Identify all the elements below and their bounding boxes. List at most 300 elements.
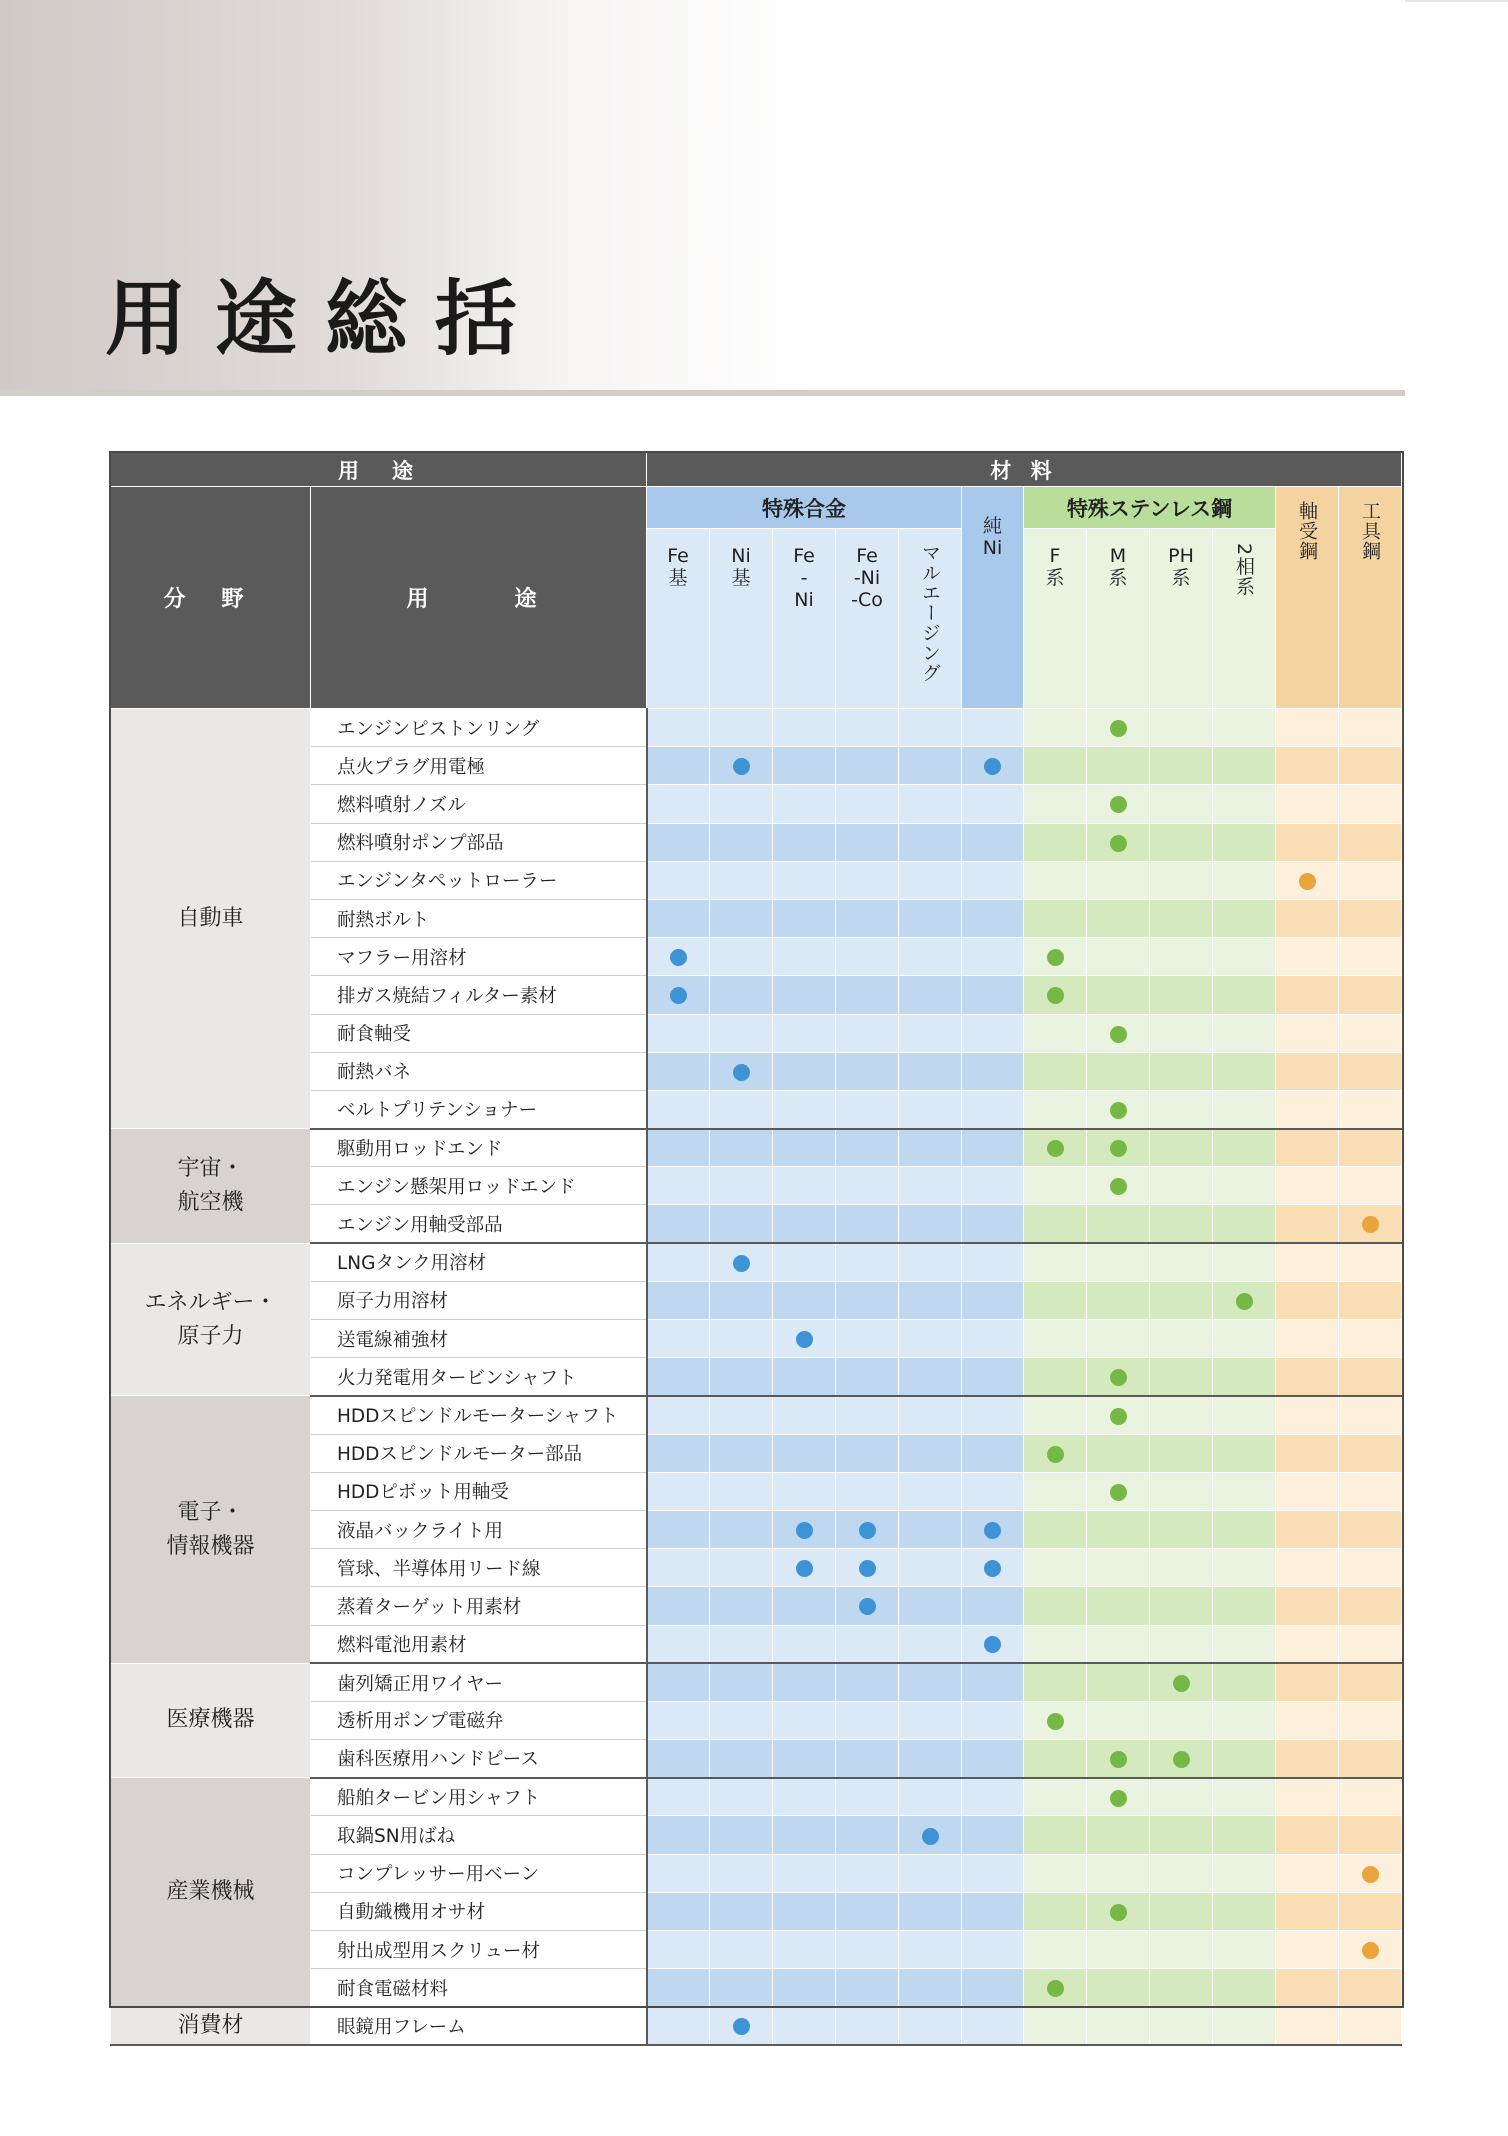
material-cell-fe — [647, 1931, 710, 1969]
material-cell-ni — [710, 1205, 773, 1243]
material-cell-m — [1087, 1281, 1150, 1319]
material-cell-f — [1024, 1320, 1087, 1358]
material-cell-tool — [1339, 1167, 1402, 1205]
column-header-f: F 系 — [1024, 529, 1087, 709]
material-cell-bearing — [1276, 1510, 1339, 1548]
material-cell-f — [1024, 1243, 1087, 1281]
blue-dot-mark — [859, 1560, 876, 1577]
material-cell-tool — [1339, 1510, 1402, 1548]
application-cell: エンジン懸架用ロッドエンド — [311, 1167, 647, 1205]
material-cell-fe — [647, 785, 710, 823]
material-cell-mar — [899, 861, 962, 899]
material-cell-tool — [1339, 1931, 1402, 1969]
blue-dot-mark — [733, 2018, 750, 2035]
material-cell-bearing — [1276, 1816, 1339, 1854]
material-cell-feni — [773, 1816, 836, 1854]
table-row — [111, 1243, 1402, 1281]
material-cell-bearing — [1276, 1931, 1339, 1969]
material-cell-ph — [1150, 2007, 1213, 2045]
material-cell-fenico — [836, 899, 899, 937]
application-cell: 透析用ポンプ電磁弁 — [311, 1701, 647, 1739]
material-cell-feni — [773, 1167, 836, 1205]
material-cell-ni — [710, 1167, 773, 1205]
material-cell-f — [1024, 1205, 1087, 1243]
material-cell-duplex — [1213, 1778, 1276, 1816]
material-cell-ni — [710, 1969, 773, 2007]
material-cell-ni — [710, 1892, 773, 1930]
material-cell-fe — [647, 1625, 710, 1663]
material-cell-tool — [1339, 823, 1402, 861]
material-cell-feni — [773, 785, 836, 823]
green-dot-mark — [1110, 1140, 1127, 1157]
material-cell-fe — [647, 1090, 710, 1128]
material-cell-fe — [647, 1243, 710, 1281]
material-cell-mar — [899, 1090, 962, 1128]
material-cell-m — [1087, 785, 1150, 823]
material-cell-ph — [1150, 1587, 1213, 1625]
material-cell-fenico — [836, 709, 899, 747]
material-cell-fenico — [836, 1740, 899, 1778]
material-cell-feni — [773, 1969, 836, 2007]
material-cell-duplex — [1213, 1663, 1276, 1701]
material-cell-ph — [1150, 709, 1213, 747]
material-cell-duplex — [1213, 785, 1276, 823]
material-cell-feni — [773, 1778, 836, 1816]
material-cell-ni — [710, 1931, 773, 1969]
material-cell-feni — [773, 1663, 836, 1701]
material-cell-f — [1024, 1434, 1087, 1472]
material-cell-feni — [773, 976, 836, 1014]
material-cell-duplex — [1213, 1740, 1276, 1778]
table-row — [111, 1129, 1402, 1167]
material-cell-m — [1087, 1892, 1150, 1930]
material-cell-mar — [899, 1396, 962, 1434]
material-cell-duplex — [1213, 1320, 1276, 1358]
material-cell-ph — [1150, 1014, 1213, 1052]
material-cell-mar — [899, 1434, 962, 1472]
orange-dot-mark — [1362, 1216, 1379, 1233]
material-cell-duplex — [1213, 1625, 1276, 1663]
material-cell-ph — [1150, 1969, 1213, 2007]
material-cell-feni — [773, 938, 836, 976]
material-cell-fenico — [836, 1320, 899, 1358]
material-cell-bearing — [1276, 823, 1339, 861]
field-cell: 産業機械 — [111, 1778, 311, 2007]
material-cell-ph — [1150, 1358, 1213, 1396]
material-cell-bearing — [1276, 1740, 1339, 1778]
material-cell-ni — [710, 1740, 773, 1778]
material-cell-fenico — [836, 747, 899, 785]
material-cell-m — [1087, 747, 1150, 785]
material-cell-f — [1024, 1090, 1087, 1128]
material-cell-f — [1024, 785, 1087, 823]
material-cell-fenico — [836, 785, 899, 823]
material-cell-f — [1024, 1358, 1087, 1396]
material-cell-mar — [899, 709, 962, 747]
material-cell-fenico — [836, 938, 899, 976]
material-cell-fenico — [836, 1090, 899, 1128]
material-cell-bearing — [1276, 1129, 1339, 1167]
material-cell-ni — [710, 1090, 773, 1128]
material-cell-ni — [710, 1816, 773, 1854]
material-cell-feni — [773, 1892, 836, 1930]
material-cell-fenico — [836, 1778, 899, 1816]
material-cell-ni — [710, 1129, 773, 1167]
material-cell-ni — [710, 1052, 773, 1090]
application-cell: 取鍋SN用ばね — [311, 1816, 647, 1854]
material-cell-fe — [647, 1396, 710, 1434]
material-cell-m — [1087, 1434, 1150, 1472]
orange-dot-mark — [1362, 1866, 1379, 1883]
material-cell-pni — [962, 1549, 1024, 1587]
material-cell-fenico — [836, 1472, 899, 1510]
material-cell-bearing — [1276, 1892, 1339, 1930]
material-cell-mar — [899, 1587, 962, 1625]
material-cell-fe — [647, 1892, 710, 1930]
material-cell-tool — [1339, 1472, 1402, 1510]
material-cell-m — [1087, 1090, 1150, 1128]
material-cell-fe — [647, 1778, 710, 1816]
application-cell: 自動織機用オサ材 — [311, 1892, 647, 1930]
application-cell: 排ガス焼結フィルター素材 — [311, 976, 647, 1014]
material-cell-feni — [773, 1587, 836, 1625]
material-cell-pni — [962, 1625, 1024, 1663]
application-cell: HDDスピンドルモーターシャフト — [311, 1396, 647, 1434]
application-cell: ベルトプリテンショナー — [311, 1090, 647, 1128]
material-cell-fenico — [836, 976, 899, 1014]
orange-dot-mark — [1299, 873, 1316, 890]
material-cell-ni — [710, 1396, 773, 1434]
table-row — [111, 1663, 1402, 1701]
header-field: 分 野 — [111, 487, 311, 709]
page-title: 用途総括 — [105, 272, 546, 367]
material-cell-bearing — [1276, 1320, 1339, 1358]
material-cell-mar — [899, 1969, 962, 2007]
material-cell-pni — [962, 1167, 1024, 1205]
material-cell-tool — [1339, 976, 1402, 1014]
material-cell-ph — [1150, 1167, 1213, 1205]
material-cell-ni — [710, 785, 773, 823]
header-usage: 用 途 — [111, 453, 647, 487]
blue-dot-mark — [670, 949, 687, 966]
material-cell-ph — [1150, 1740, 1213, 1778]
material-cell-fenico — [836, 1587, 899, 1625]
material-cell-duplex — [1213, 1358, 1276, 1396]
material-cell-m — [1087, 938, 1150, 976]
material-cell-bearing — [1276, 1090, 1339, 1128]
material-cell-ni — [710, 1281, 773, 1319]
material-cell-bearing — [1276, 1205, 1339, 1243]
green-dot-mark — [1236, 1293, 1253, 1310]
application-cell: 歯列矯正用ワイヤー — [311, 1663, 647, 1701]
material-cell-duplex — [1213, 1243, 1276, 1281]
blue-dot-mark — [984, 1522, 1001, 1539]
material-cell-ni — [710, 1625, 773, 1663]
material-cell-ni — [710, 709, 773, 747]
material-cell-ph — [1150, 823, 1213, 861]
material-cell-pni — [962, 899, 1024, 937]
green-dot-mark — [1047, 1980, 1064, 1997]
green-dot-mark — [1110, 1102, 1127, 1119]
material-cell-pni — [962, 1090, 1024, 1128]
application-cell: 蒸着ターゲット用素材 — [311, 1587, 647, 1625]
material-cell-m — [1087, 1931, 1150, 1969]
material-cell-m — [1087, 976, 1150, 1014]
material-cell-m — [1087, 861, 1150, 899]
material-cell-pni — [962, 1510, 1024, 1548]
application-cell: コンプレッサー用ベーン — [311, 1854, 647, 1892]
material-cell-tool — [1339, 1014, 1402, 1052]
material-cell-tool — [1339, 1205, 1402, 1243]
material-cell-fe — [647, 1205, 710, 1243]
field-cell: エネルギー・ 原子力 — [111, 1243, 311, 1396]
material-cell-fe — [647, 1167, 710, 1205]
material-cell-m — [1087, 1587, 1150, 1625]
material-cell-ph — [1150, 1129, 1213, 1167]
material-cell-m — [1087, 1663, 1150, 1701]
green-dot-mark — [1047, 1140, 1064, 1157]
green-dot-mark — [1110, 1369, 1127, 1386]
material-cell-feni — [773, 1549, 836, 1587]
material-cell-m — [1087, 2007, 1150, 2045]
material-cell-bearing — [1276, 938, 1339, 976]
material-cell-duplex — [1213, 1854, 1276, 1892]
green-dot-mark — [1173, 1675, 1190, 1692]
material-cell-tool — [1339, 709, 1402, 747]
header-application: 用 途 — [311, 487, 647, 709]
material-cell-f — [1024, 2007, 1087, 2045]
material-cell-fenico — [836, 1816, 899, 1854]
material-cell-m — [1087, 1740, 1150, 1778]
material-cell-bearing — [1276, 785, 1339, 823]
material-cell-m — [1087, 1510, 1150, 1548]
material-cell-feni — [773, 1931, 836, 1969]
material-cell-mar — [899, 1854, 962, 1892]
material-cell-ni — [710, 2007, 773, 2045]
material-cell-mar — [899, 1549, 962, 1587]
material-cell-duplex — [1213, 709, 1276, 747]
group-header-3: 軸受鋼 — [1276, 487, 1339, 709]
green-dot-mark — [1047, 987, 1064, 1004]
green-dot-mark — [1110, 1408, 1127, 1425]
material-cell-mar — [899, 1129, 962, 1167]
material-cell-feni — [773, 747, 836, 785]
material-cell-fenico — [836, 1052, 899, 1090]
green-dot-mark — [1110, 1790, 1127, 1807]
application-cell: HDDピボット用軸受 — [311, 1472, 647, 1510]
material-cell-f — [1024, 1778, 1087, 1816]
column-header-fenico: Fe -Ni -Co — [836, 529, 899, 709]
material-cell-ph — [1150, 976, 1213, 1014]
material-cell-feni — [773, 1434, 836, 1472]
material-cell-fe — [647, 1281, 710, 1319]
material-cell-ni — [710, 1358, 773, 1396]
material-cell-fe — [647, 1129, 710, 1167]
material-cell-f — [1024, 1587, 1087, 1625]
material-cell-bearing — [1276, 861, 1339, 899]
material-cell-f — [1024, 1625, 1087, 1663]
material-cell-ph — [1150, 1281, 1213, 1319]
material-cell-ph — [1150, 1090, 1213, 1128]
material-cell-f — [1024, 709, 1087, 747]
column-header-ni: Ni 基 — [710, 529, 773, 709]
group-header-2: 特殊ステンレス鋼 — [1024, 487, 1276, 529]
material-cell-tool — [1339, 1701, 1402, 1739]
table-header — [111, 453, 1402, 709]
green-dot-mark — [1047, 949, 1064, 966]
material-cell-m — [1087, 1014, 1150, 1052]
material-cell-fe — [647, 1052, 710, 1090]
material-cell-mar — [899, 823, 962, 861]
material-cell-ni — [710, 1472, 773, 1510]
material-cell-f — [1024, 899, 1087, 937]
material-cell-fe — [647, 1969, 710, 2007]
material-cell-pni — [962, 1129, 1024, 1167]
material-cell-m — [1087, 1167, 1150, 1205]
material-cell-pni — [962, 2007, 1024, 2045]
material-cell-f — [1024, 938, 1087, 976]
material-cell-pni — [962, 823, 1024, 861]
usage-summary-table — [110, 452, 1402, 2046]
green-dot-mark — [1110, 1026, 1127, 1043]
application-cell: 燃料噴射ポンプ部品 — [311, 823, 647, 861]
material-cell-mar — [899, 747, 962, 785]
material-cell-fe — [647, 1014, 710, 1052]
material-cell-duplex — [1213, 1472, 1276, 1510]
material-cell-fe — [647, 861, 710, 899]
material-cell-tool — [1339, 1549, 1402, 1587]
material-cell-fenico — [836, 861, 899, 899]
material-cell-feni — [773, 2007, 836, 2045]
material-cell-fe — [647, 1434, 710, 1472]
material-cell-f — [1024, 1816, 1087, 1854]
material-cell-f — [1024, 1510, 1087, 1548]
material-cell-mar — [899, 1358, 962, 1396]
material-cell-pni — [962, 1014, 1024, 1052]
material-cell-duplex — [1213, 1129, 1276, 1167]
material-cell-m — [1087, 709, 1150, 747]
material-cell-duplex — [1213, 1549, 1276, 1587]
material-cell-pni — [962, 1358, 1024, 1396]
material-cell-f — [1024, 1549, 1087, 1587]
material-cell-tool — [1339, 1740, 1402, 1778]
group-header-0: 特殊合金 — [647, 487, 962, 529]
material-cell-mar — [899, 1281, 962, 1319]
application-cell: 原子力用溶材 — [311, 1281, 647, 1319]
material-cell-pni — [962, 1854, 1024, 1892]
column-header-fe: Fe 基 — [647, 529, 710, 709]
material-cell-duplex — [1213, 1816, 1276, 1854]
material-cell-fe — [647, 899, 710, 937]
material-cell-pni — [962, 1701, 1024, 1739]
material-cell-duplex — [1213, 899, 1276, 937]
material-cell-pni — [962, 1740, 1024, 1778]
material-cell-feni — [773, 1854, 836, 1892]
field-cell: 自動車 — [111, 709, 311, 1129]
application-cell: 射出成型用スクリュー材 — [311, 1931, 647, 1969]
material-cell-feni — [773, 1320, 836, 1358]
material-cell-fenico — [836, 1510, 899, 1548]
material-cell-bearing — [1276, 1281, 1339, 1319]
material-cell-pni — [962, 1396, 1024, 1434]
material-cell-tool — [1339, 1816, 1402, 1854]
material-cell-tool — [1339, 1778, 1402, 1816]
table-row — [111, 1396, 1402, 1434]
column-header-mar: マルエージング — [899, 529, 962, 709]
material-cell-tool — [1339, 1587, 1402, 1625]
material-cell-tool — [1339, 861, 1402, 899]
material-cell-fenico — [836, 1396, 899, 1434]
material-cell-f — [1024, 1969, 1087, 2007]
material-cell-ph — [1150, 1205, 1213, 1243]
material-cell-mar — [899, 1205, 962, 1243]
material-cell-m — [1087, 1778, 1150, 1816]
application-cell: 火力発電用タービンシャフト — [311, 1358, 647, 1396]
orange-dot-mark — [1362, 1942, 1379, 1959]
material-cell-feni — [773, 1396, 836, 1434]
material-cell-feni — [773, 1510, 836, 1548]
green-dot-mark — [1110, 1904, 1127, 1921]
material-cell-bearing — [1276, 1052, 1339, 1090]
material-cell-ni — [710, 823, 773, 861]
material-cell-fe — [647, 1854, 710, 1892]
material-cell-fenico — [836, 1892, 899, 1930]
material-cell-ph — [1150, 1931, 1213, 1969]
material-cell-ni — [710, 938, 773, 976]
material-cell-duplex — [1213, 2007, 1276, 2045]
material-cell-ph — [1150, 861, 1213, 899]
header-material: 材 料 — [647, 453, 1402, 487]
material-cell-bearing — [1276, 1396, 1339, 1434]
material-cell-fenico — [836, 1358, 899, 1396]
material-cell-tool — [1339, 1663, 1402, 1701]
material-cell-fe — [647, 823, 710, 861]
material-cell-fenico — [836, 1701, 899, 1739]
material-cell-tool — [1339, 1052, 1402, 1090]
material-cell-duplex — [1213, 1014, 1276, 1052]
material-cell-m — [1087, 1358, 1150, 1396]
material-cell-fe — [647, 1549, 710, 1587]
material-cell-ni — [710, 1243, 773, 1281]
material-cell-ni — [710, 976, 773, 1014]
material-cell-feni — [773, 1625, 836, 1663]
material-cell-f — [1024, 1129, 1087, 1167]
material-cell-ph — [1150, 1320, 1213, 1358]
material-cell-pni — [962, 747, 1024, 785]
material-cell-feni — [773, 1129, 836, 1167]
material-cell-tool — [1339, 899, 1402, 937]
material-cell-ni — [710, 1778, 773, 1816]
material-cell-fe — [647, 709, 710, 747]
material-cell-duplex — [1213, 1090, 1276, 1128]
material-cell-pni — [962, 1243, 1024, 1281]
material-cell-ni — [710, 747, 773, 785]
material-cell-feni — [773, 1281, 836, 1319]
material-cell-ph — [1150, 1052, 1213, 1090]
material-cell-duplex — [1213, 938, 1276, 976]
material-cell-bearing — [1276, 976, 1339, 1014]
material-cell-fe — [647, 747, 710, 785]
group-header-4: 工具鋼 — [1339, 487, 1402, 709]
material-cell-bearing — [1276, 2007, 1339, 2045]
material-cell-mar — [899, 1740, 962, 1778]
application-cell: 送電線補強材 — [311, 1320, 647, 1358]
material-cell-f — [1024, 1052, 1087, 1090]
material-cell-tool — [1339, 1090, 1402, 1128]
material-cell-bearing — [1276, 1701, 1339, 1739]
material-cell-ph — [1150, 1625, 1213, 1663]
material-cell-m — [1087, 1625, 1150, 1663]
